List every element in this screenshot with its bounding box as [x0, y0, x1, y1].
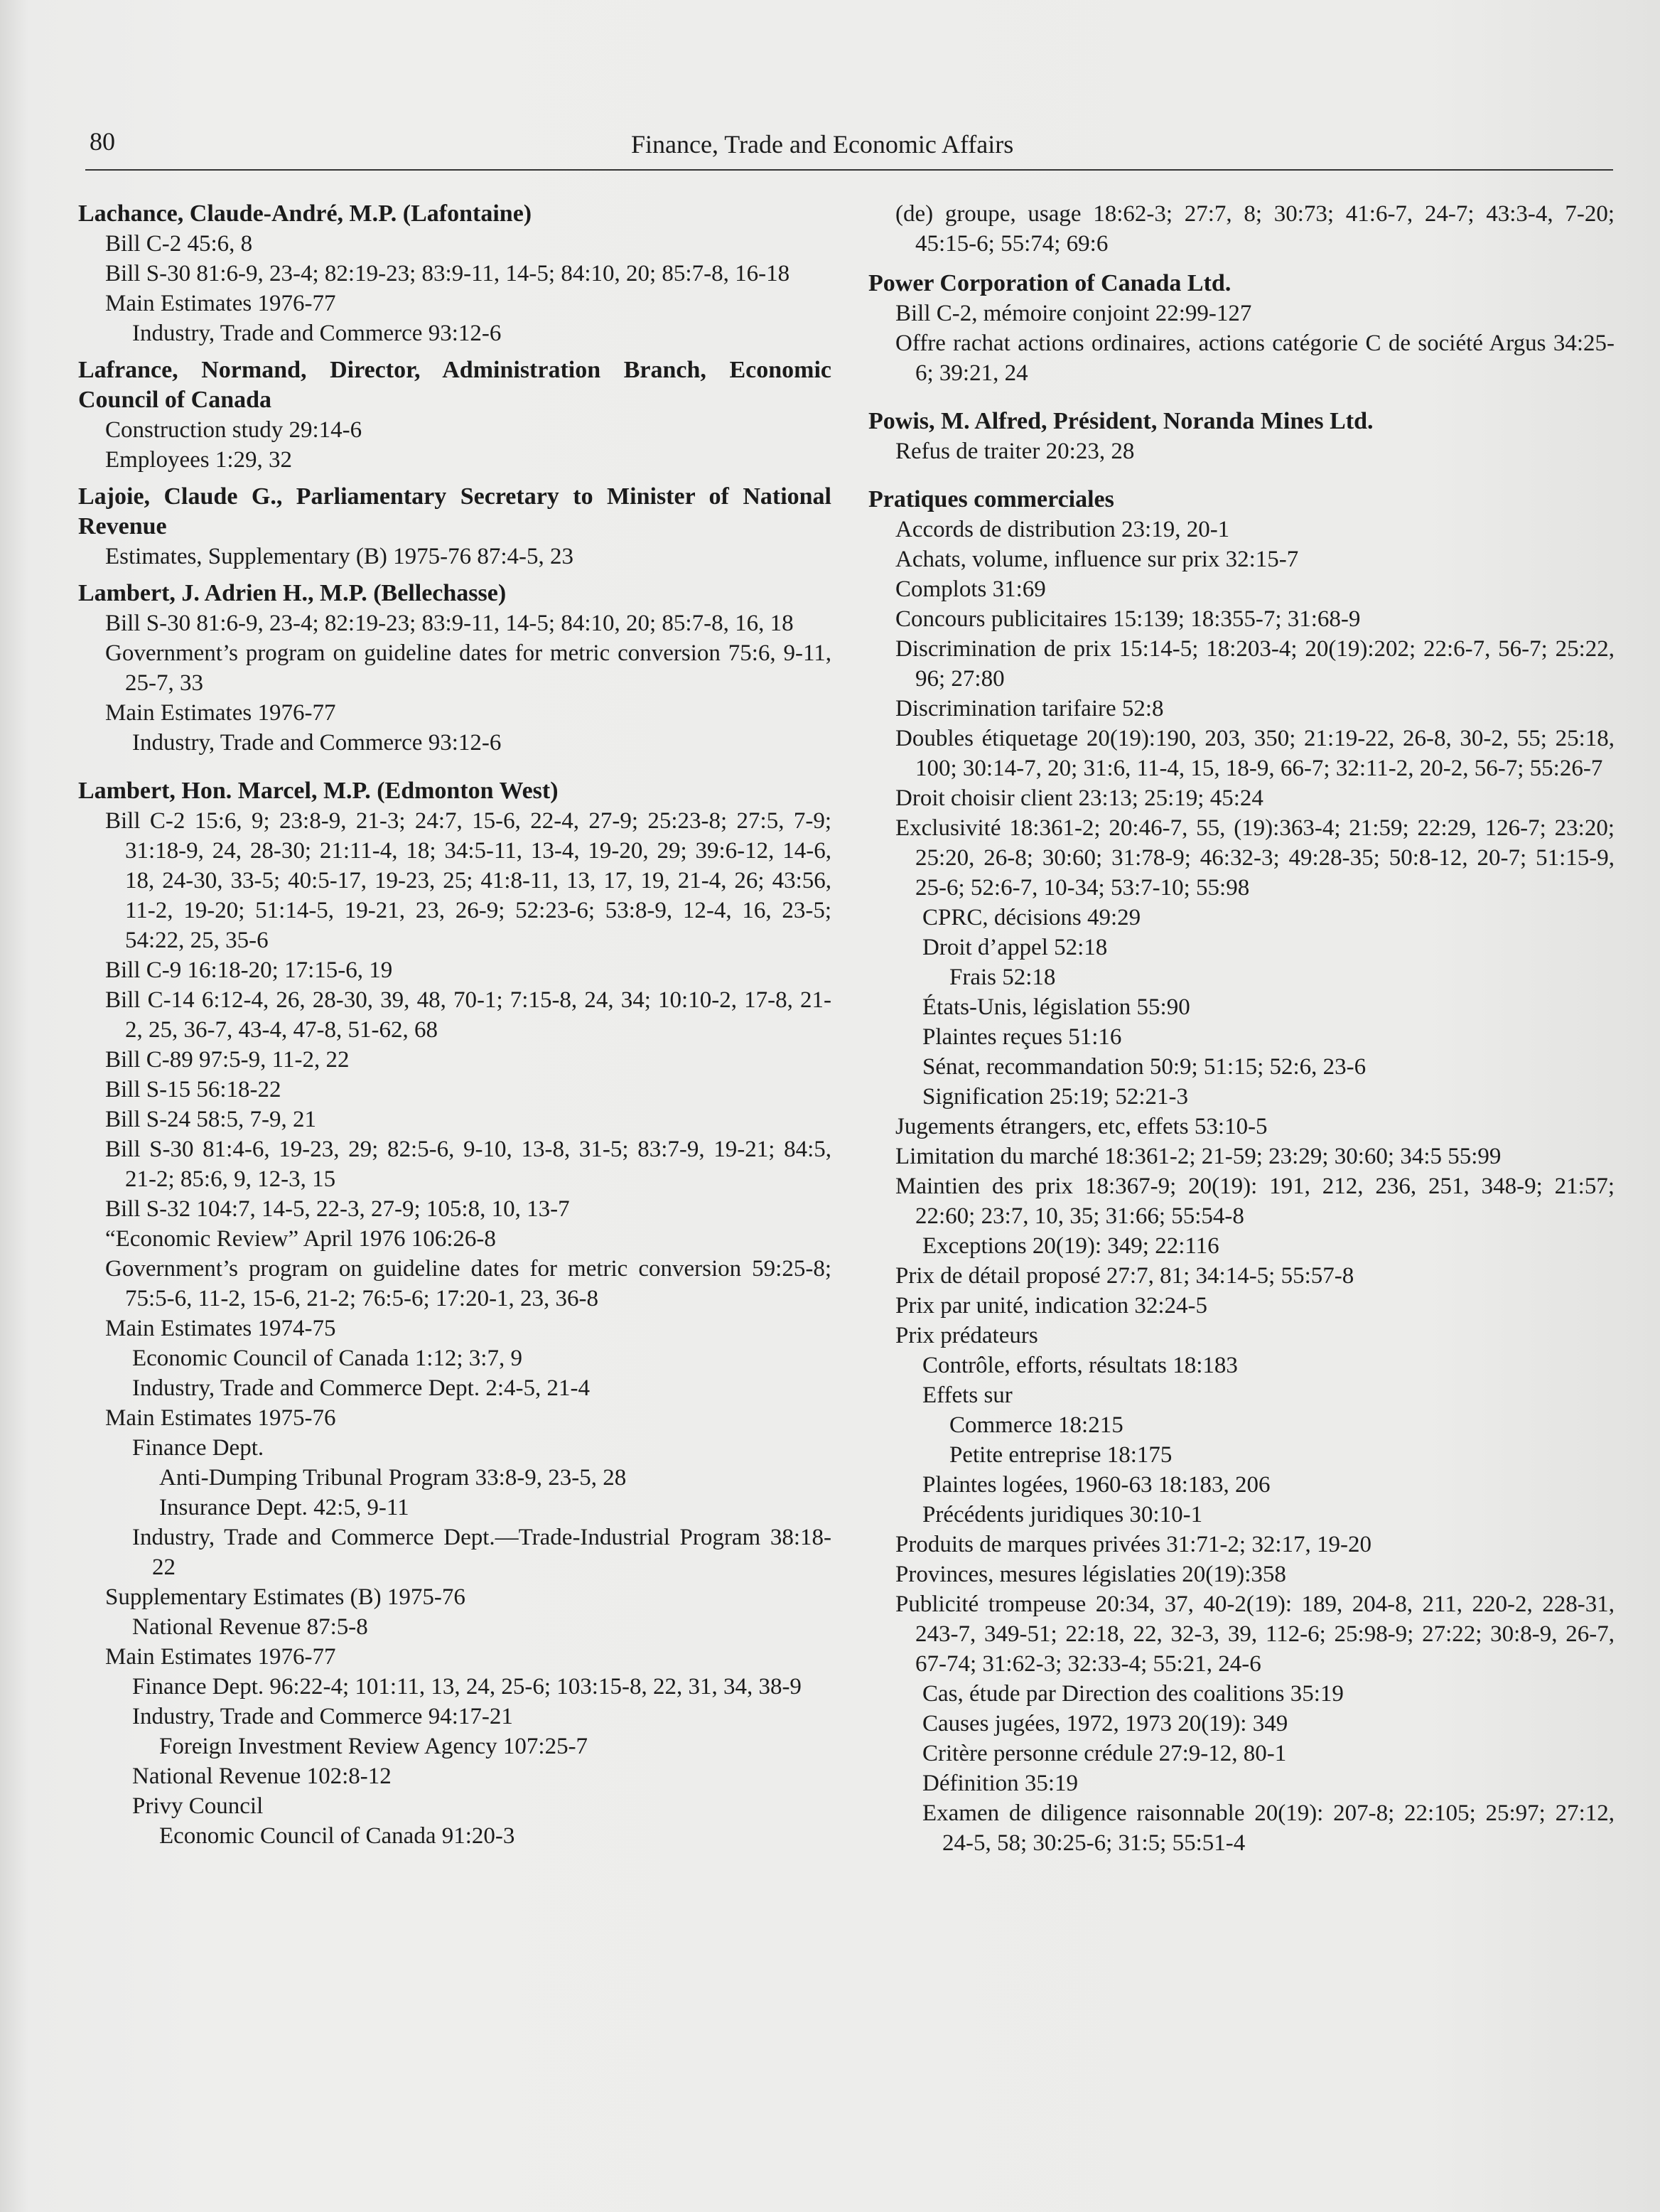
index-entry — [78, 199, 831, 348]
index-subentry: Bill S-15 56:18-22 — [105, 1077, 281, 1102]
index-subentry: Définition 35:19 — [922, 1771, 1079, 1796]
index-subentry: Main Estimates 1976-77 — [105, 700, 336, 726]
index-subentry: Anti-Dumping Tribunal Program 33:8-9, 23-5, 28 — [159, 1465, 627, 1491]
index-entry — [868, 269, 1615, 388]
index-entry — [78, 482, 831, 571]
running-head: Finance, Trade and Economic Affairs — [631, 130, 1014, 159]
index-subentry: Commerce 18:215 — [949, 1412, 1123, 1438]
index-subentry: Industry, Trade and Commerce 94:17-21 — [132, 1704, 513, 1729]
index-subentry: Sénat, recommandation 50:9; 51:15; 52:6, 23-6 — [922, 1054, 1367, 1080]
index-subentry: Offre rachat actions ordinaires, actions catégorie C de société Argus 34:25-6; 39:21, 24 — [895, 331, 1615, 386]
index-subentry: Examen de diligence raisonnable 20(19): 207-8; 22:105; 25:97; 27:12, 24-5, 58; 30:25-6; 31:5; 55:51-4 — [922, 1800, 1615, 1856]
index-entry-heading: Lambert, Hon. Marcel, M.P. (Edmonton West) — [78, 778, 559, 804]
index-subentry: Petite entreprise 18:175 — [949, 1442, 1173, 1468]
index-subentry: Main Estimates 1976-77 — [105, 291, 336, 316]
index-subentry: Droit d’appel 52:18 — [922, 935, 1108, 960]
index-subentry: Complots 31:69 — [895, 576, 1046, 602]
index-subentry: Industry, Trade and Commerce Dept.—Trade-Industrial Program 38:18-22 — [132, 1525, 831, 1580]
index-subentry: Provinces, mesures législaties 20(19):358 — [895, 1562, 1286, 1587]
index-subentry: Bill S-30 81:6-9, 23-4; 82:19-23; 83:9-11, 14-5; 84:10, 20; 85:7-8, 16-18 — [105, 261, 790, 286]
index-entry — [868, 199, 1615, 259]
index-subentry: Achats, volume, influence sur prix 32:15-7 — [895, 547, 1299, 572]
index-subentry: Critère personne crédule 27:9-12, 80-1 — [922, 1741, 1287, 1766]
index-subentry: Bill C-2, mémoire conjoint 22:99-127 — [895, 301, 1252, 326]
index-subentry: Finance Dept. — [132, 1435, 264, 1461]
index-subentry: Accords de distribution 23:19, 20-1 — [895, 517, 1230, 542]
page-header — [85, 119, 1613, 171]
index-entry-heading: Pratiques commerciales — [868, 486, 1114, 512]
index-entry-heading: Lambert, J. Adrien H., M.P. (Bellechasse) — [78, 580, 507, 606]
index-subentry: Effets sur — [922, 1382, 1013, 1408]
index-subentry: Insurance Dept. 42:5, 9-11 — [159, 1495, 409, 1520]
index-subentry: Produits de marques privées 31:71-2; 32:17, 19-20 — [895, 1532, 1371, 1557]
index-subentry: Bill S-30 81:6-9, 23-4; 82:19-23; 83:9-11, 14-5; 84:10, 20; 85:7-8, 16, 18 — [105, 611, 794, 636]
index-subentry: Causes jugées, 1972, 1973 20(19): 349 — [922, 1711, 1288, 1736]
index-subentry: Bill S-24 58:5, 7-9, 21 — [105, 1107, 317, 1132]
index-subentry: Privy Council — [132, 1793, 264, 1819]
index-subentry: Bill C-2 15:6, 9; 23:8-9, 21-3; 24:7, 15-6, 22-4, 27-9; 25:23-8; 27:5, 7-9; 31:18-9, 24, 28-30; 21:11-4, 18; 34:5-11, 13-4, 19-20, 29; 39:6-12, 14-6, 18, 24-30, 33-5; 40:5-17, 19-23, 25; 41:8-11, 13, 17, 19, 21-4, 26; 43:56, 11-2, 19-20; 51:14-5, 19-21, 23, 26-9; 52:23-6; 53:8-9, 12-4, 16, 23-5; 54:22, 25, 35-6 — [105, 808, 831, 953]
index-subentry: Economic Council of Canada 91:20-3 — [159, 1823, 515, 1849]
index-subentry: Estimates, Supplementary (B) 1975-76 87:4-5, 23 — [105, 544, 573, 569]
index-subentry: Refus de traiter 20:23, 28 — [895, 439, 1135, 464]
index-subentry: Signification 25:19; 52:21-3 — [922, 1084, 1188, 1110]
index-entry — [868, 407, 1615, 466]
index-subentry: “Economic Review” April 1976 106:26-8 — [105, 1226, 496, 1252]
index-subentry: Main Estimates 1975-76 — [105, 1405, 336, 1431]
index-subentry: Bill S-32 104:7, 14-5, 22-3, 27-9; 105:8, 10, 13-7 — [105, 1196, 570, 1222]
index-entry — [78, 776, 831, 1851]
index-subentry: Prix par unité, indication 32:24-5 — [895, 1293, 1208, 1319]
index-subentry: National Revenue 102:8-12 — [132, 1763, 392, 1789]
index-subentry: Bill C-14 6:12-4, 26, 28-30, 39, 48, 70-1; 7:15-8, 24, 34; 10:10-2, 17-8, 21-2, 25, 36-7, 43-4, 47-8, 51-62, 68 — [105, 987, 831, 1043]
index-subentry: Limitation du marché 18:361-2; 21-59; 23:29; 30:60; 34:5 55:99 — [895, 1144, 1502, 1169]
index-entry — [868, 485, 1615, 1858]
index-subentry: Bill C-2 45:6, 8 — [105, 231, 253, 257]
index-subentry: États-Unis, législation 55:90 — [922, 994, 1190, 1020]
index-subentry: Finance Dept. 96:22-4; 101:11, 13, 24, 25-6; 103:15-8, 22, 31, 34, 38-9 — [132, 1674, 802, 1700]
index-subentry: Exclusivité 18:361-2; 20:46-7, 55, (19):363-4; 21:59; 22:29, 126-7; 23:20; 25:20, 26-8; 30:60; 31:78-9; 46:32-3; 49:28-35; 50:8-12, 20-7; 51:15-9, 25-6; 52:6-7, 10-34; 53:7-10; 55:98 — [895, 815, 1615, 901]
index-subentry: Prix prédateurs — [895, 1323, 1038, 1348]
index-subentry: Plaintes logées, 1960-63 18:183, 206 — [922, 1472, 1271, 1498]
index-subentry: (de) groupe, usage 18:62-3; 27:7, 8; 30:73; 41:6-7, 24-7; 43:3-4, 7-20; 45:15-6; 55:74; 69:6 — [895, 201, 1615, 257]
index-subentry: Frais 52:18 — [949, 965, 1056, 990]
index-subentry: Main Estimates 1974-75 — [105, 1316, 336, 1341]
index-subentry: Bill C-89 97:5-9, 11-2, 22 — [105, 1047, 350, 1073]
index-subentry: Bill S-30 81:4-6, 19-23, 29; 82:5-6, 9-10, 13-8, 31-5; 83:7-9, 19-21; 84:5, 21-2; 85:6, 9, 12-3, 15 — [105, 1137, 831, 1192]
index-subentry: Bill C-9 16:18-20; 17:15-6, 19 — [105, 957, 393, 983]
index-entry-heading: Powis, M. Alfred, Président, Noranda Mines Ltd. — [868, 408, 1374, 434]
index-subentry: Exceptions 20(19): 349; 22:116 — [922, 1233, 1219, 1259]
index-subentry: Droit choisir client 23:13; 25:19; 45:24 — [895, 785, 1263, 811]
index-subentry: National Revenue 87:5-8 — [132, 1614, 368, 1640]
index-subentry: Economic Council of Canada 1:12; 3:7, 9 — [132, 1346, 522, 1371]
index-subentry: Foreign Investment Review Agency 107:25-7 — [159, 1734, 588, 1759]
index-entry-heading: Power Corporation of Canada Ltd. — [868, 270, 1231, 296]
index-subentry: Maintien des prix 18:367-9; 20(19): 191, 212, 236, 251, 348-9; 21:57; 22:60; 23:7, 10, 35; 31:66; 55:54-8 — [895, 1174, 1615, 1229]
index-subentry: Government’s program on guideline dates for metric conversion 75:6, 9-11, 25-7, 33 — [105, 640, 831, 696]
left-column — [78, 199, 831, 1858]
page-number: 80 — [90, 127, 115, 156]
index-entry — [78, 355, 831, 475]
index-subentry: Industry, Trade and Commerce 93:12-6 — [132, 321, 502, 346]
index-subentry: Doubles étiquetage 20(19):190, 203, 350; 21:19-22, 26-8, 30-2, 55; 25:18, 100; 30:14-7, 20; 31:6, 11-4, 15, 18-9, 66-7; 32:11-2, 20-2, 56-7; 55:26-7 — [895, 726, 1615, 781]
index-entry-heading: Lajoie, Claude G., Parliamentary Secretary to Minister of National Revenue — [78, 483, 831, 539]
index-subentry: Industry, Trade and Commerce 93:12-6 — [132, 730, 502, 756]
index-subentry: Discrimination tarifaire 52:8 — [895, 696, 1164, 721]
index-subentry: Supplementary Estimates (B) 1975-76 — [105, 1584, 465, 1610]
index-subentry: Industry, Trade and Commerce Dept. 2:4-5, 21-4 — [132, 1375, 590, 1401]
index-entry-heading: Lachance, Claude-André, M.P. (Lafontaine) — [78, 200, 532, 227]
index-subentry: Contrôle, efforts, résultats 18:183 — [922, 1353, 1238, 1378]
index-subentry: Government’s program on guideline dates for metric conversion 59:25-8; 75:5-6, 11-2, 15-6, 21-2; 76:5-6; 17:20-1, 23, 36-8 — [105, 1256, 831, 1311]
index-subentry: Précédents juridiques 30:10-1 — [922, 1502, 1203, 1528]
index-subentry: Main Estimates 1976-77 — [105, 1644, 336, 1670]
index-entry — [78, 579, 831, 758]
index-subentry: Jugements étrangers, etc, effets 53:10-5 — [895, 1114, 1268, 1139]
index-subentry: Construction study 29:14-6 — [105, 417, 362, 443]
index-subentry: CPRC, décisions 49:29 — [922, 905, 1141, 930]
index-subentry: Discrimination de prix 15:14-5; 18:203-4; 20(19):202; 22:6-7, 56-7; 25:22, 96; 27:80 — [895, 636, 1615, 692]
index-subentry: Publicité trompeuse 20:34, 37, 40-2(19): 189, 204-8, 211, 220-2, 228-31, 243-7, 349-51; 22:18, 22, 32-3, 39, 112-6; 25:98-9; 27:22; 30:8-9, 26-7, 67-74; 31:62-3; 32:33-4; 55:21, 24-6 — [895, 1591, 1615, 1677]
index-entry-heading: Lafrance, Normand, Director, Administration Branch, Economic Council of Canada — [78, 357, 831, 413]
index-subentry: Prix de détail proposé 27:7, 81; 34:14-5; 55:57-8 — [895, 1263, 1354, 1289]
index-subentry: Concours publicitaires 15:139; 18:355-7; 31:68-9 — [895, 606, 1361, 632]
index-subentry: Employees 1:29, 32 — [105, 447, 293, 473]
right-column — [868, 199, 1615, 1865]
index-subentry: Plaintes reçues 51:16 — [922, 1024, 1122, 1050]
index-subentry: Cas, étude par Direction des coalitions 35:19 — [922, 1681, 1344, 1707]
